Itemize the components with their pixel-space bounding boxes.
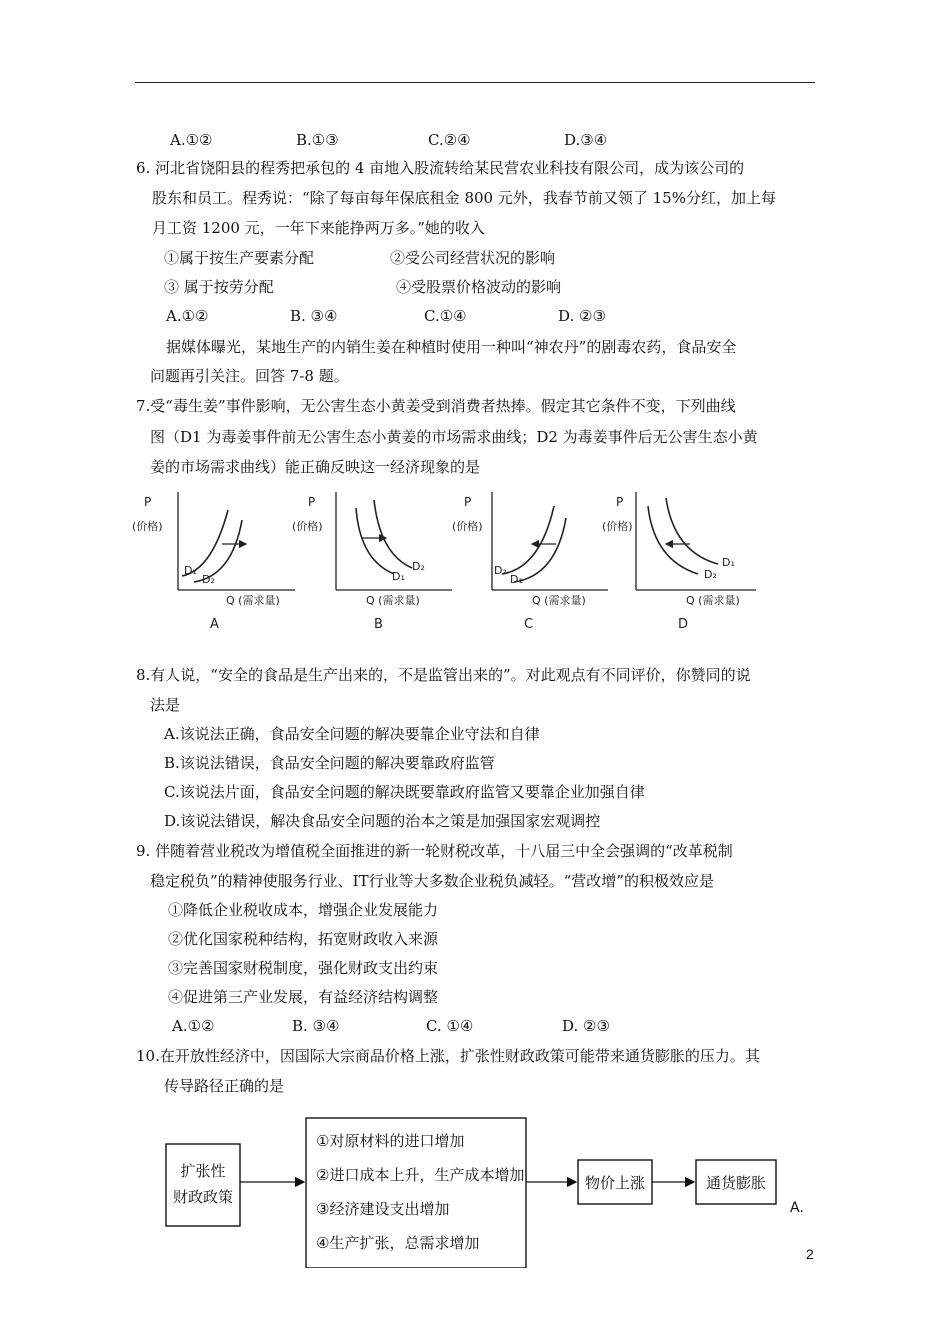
q10-line-2: 传导路径正确的是 [164,1077,285,1095]
graph-b-p-label: P [308,495,316,509]
q8-option-a: A.该说法正确，食品安全问题的解决要靠企业守法和自律 [164,725,540,743]
graph-c-d2-label: D₂ [494,564,507,577]
q9-item-4: ④促进第三产业发展，有益经济结构调整 [168,988,439,1006]
q9-option-b: B. ③④ [292,1017,340,1035]
q9-options [172,1016,610,1036]
q6-item-3: ③ 属于按劳分配 [164,278,274,296]
graph-c [452,492,608,632]
graph-c-d1-label: D₁ [510,573,523,586]
graph-d-d2-label: D₂ [704,568,717,581]
graph-d-price-label: (价格) [602,520,633,533]
graph-c-price-label: (价格) [452,520,483,533]
q6-option-d: D. ②③ [558,307,606,325]
graph-d-d1-label: D₁ [722,556,735,569]
transmission-flow-diagram [160,1112,820,1268]
q6-option-c: C.①④ [424,307,467,325]
q9-option-c: C. ①④ [426,1017,474,1035]
graph-a-d1-label: D₁ [184,564,197,577]
graph-a-q-label: Q (需求量) [226,594,280,607]
graph-b-d2-label: D₂ [412,560,425,573]
graph-d [602,492,756,632]
graph-c-letter: C [524,617,534,632]
flow-step-3: ③经济建设支出增加 [316,1200,450,1218]
q8-line-1: 8.有人说，“安全的食品是生产出来的，不是监管出来的”。对此观点有不同评价，你赞同的说 [136,666,751,684]
graph-a [132,492,295,632]
graph-b-letter: B [374,617,383,632]
q8-option-d: D.该说法错误，解决食品安全问题的治本之策是加强国家宏观调控 [164,812,601,830]
q6-item-2: ②受公司经营状况的影响 [390,249,556,267]
q5-option-a: A.①② [170,131,213,149]
graph-d-q-label: Q (需求量) [686,594,740,607]
graph-b-d1-label: D₁ [392,570,405,583]
flow-step-1: ①对原材料的进口增加 [316,1132,465,1150]
intro-78-line-2: 问题再引关注。回答 7-8 题。 [150,367,349,385]
flow-answer-label: A. [790,1200,804,1216]
q9-item-1: ①降低企业税收成本，增强企业发展能力 [168,901,439,919]
price-rise-label: 物价上涨 [584,1174,646,1192]
graph-c-p-label: P [464,495,472,509]
q8-option-c: C.该说法片面，食品安全问题的解决既要靠政府监管又要靠企业加强自律 [164,783,645,801]
q5-option-c: C.②④ [428,131,471,149]
flow-step-4: ④生产扩张，总需求增加 [316,1234,480,1252]
q5-options [170,130,607,150]
inflation-label: 通货膨胀 [705,1174,767,1192]
q9-line-1: 9. 伴随着营业税改为增值税全面推进的新一轮财税改革，十八届三中全会强调的“改革税制 [136,842,733,860]
graph-d-p-label: P [616,495,624,509]
page-number: 2 [806,1246,814,1262]
q6-line-1: 6. 河北省饶阳县的程秀把承包的 4 亩地入股流转给某民营农业科技有限公司，成为该公司的 [136,159,745,177]
q7-line-2: 图（D1 为毒姜事件前无公害生态小黄姜的市场需求曲线；D2 为毒姜事件后无公害生态小黄 [150,428,758,446]
q9-item-3: ③完善国家财税制度，强化财政支出约束 [168,959,439,977]
q6-line-3: 月工资 1200 元，一年下来能挣两万多。”她的收入 [152,219,485,237]
graph-d-letter: D [678,617,689,632]
graph-a-p-label: P [144,495,152,509]
graph-b-price-label: (价格) [292,520,323,533]
q10-line-1: 10.在开放性经济中，因国际大宗商品价格上涨，扩张性财政政策可能带来通货膨胀的压力。其 [136,1047,760,1065]
q6-options [166,306,606,326]
flow-step-2: ②进口成本上升，生产成本增加 [316,1166,525,1184]
header-rule [135,82,815,83]
q9-item-2: ②优化国家税种结构，拓宽财政收入来源 [168,930,439,948]
graph-b [292,492,452,632]
policy-box-line-2: 财政政策 [172,1188,234,1206]
q7-line-3: 姜的市场需求曲线）能正确反映这一经济现象的是 [150,458,481,476]
graph-a-d2-label: D₂ [202,573,215,586]
q8-option-b: B.该说法错误，食品安全问题的解决要靠政府监管 [164,754,495,772]
q6-item-4: ④受股票价格波动的影响 [396,278,562,296]
intro-78-line-1: 据媒体曝光，某地生产的内销生姜在种植时使用一种叫“神农丹”的剧毒农药，食品安全 [166,338,737,356]
q7-line-1: 7.受“毒生姜”事件影响，无公害生态小黄姜受到消费者热捧。假定其它条件不变，下列曲线 [136,397,736,415]
q5-option-d: D.③④ [564,131,608,149]
demand-curve-figure [130,478,762,640]
q6-line-2: 股东和员工。程秀说：“除了每亩每年保底租金 800 元外，我春节前又领了 15%分红，加上每 [152,189,776,207]
graph-a-letter: A [210,617,219,632]
graph-b-q-label: Q (需求量) [366,594,420,607]
q6-option-b: B. ③④ [290,307,338,325]
q8-line-2: 法是 [150,696,181,714]
q9-line-2: 稳定税负”的精神使服务行业、IT行业等大多数企业税负减轻。“营改增”的积极效应是 [150,872,714,890]
policy-box [166,1144,240,1226]
q6-option-a: A.①② [166,307,209,325]
q9-option-a: A.①② [172,1017,215,1035]
policy-box-line-1: 扩张性 [180,1162,226,1180]
graph-a-price-label: (价格) [132,520,163,533]
q5-option-b: B.①③ [296,131,339,149]
graph-c-q-label: Q (需求量) [532,594,586,607]
q6-item-1: ①属于按生产要素分配 [164,249,315,267]
q9-option-d: D. ②③ [562,1017,610,1035]
